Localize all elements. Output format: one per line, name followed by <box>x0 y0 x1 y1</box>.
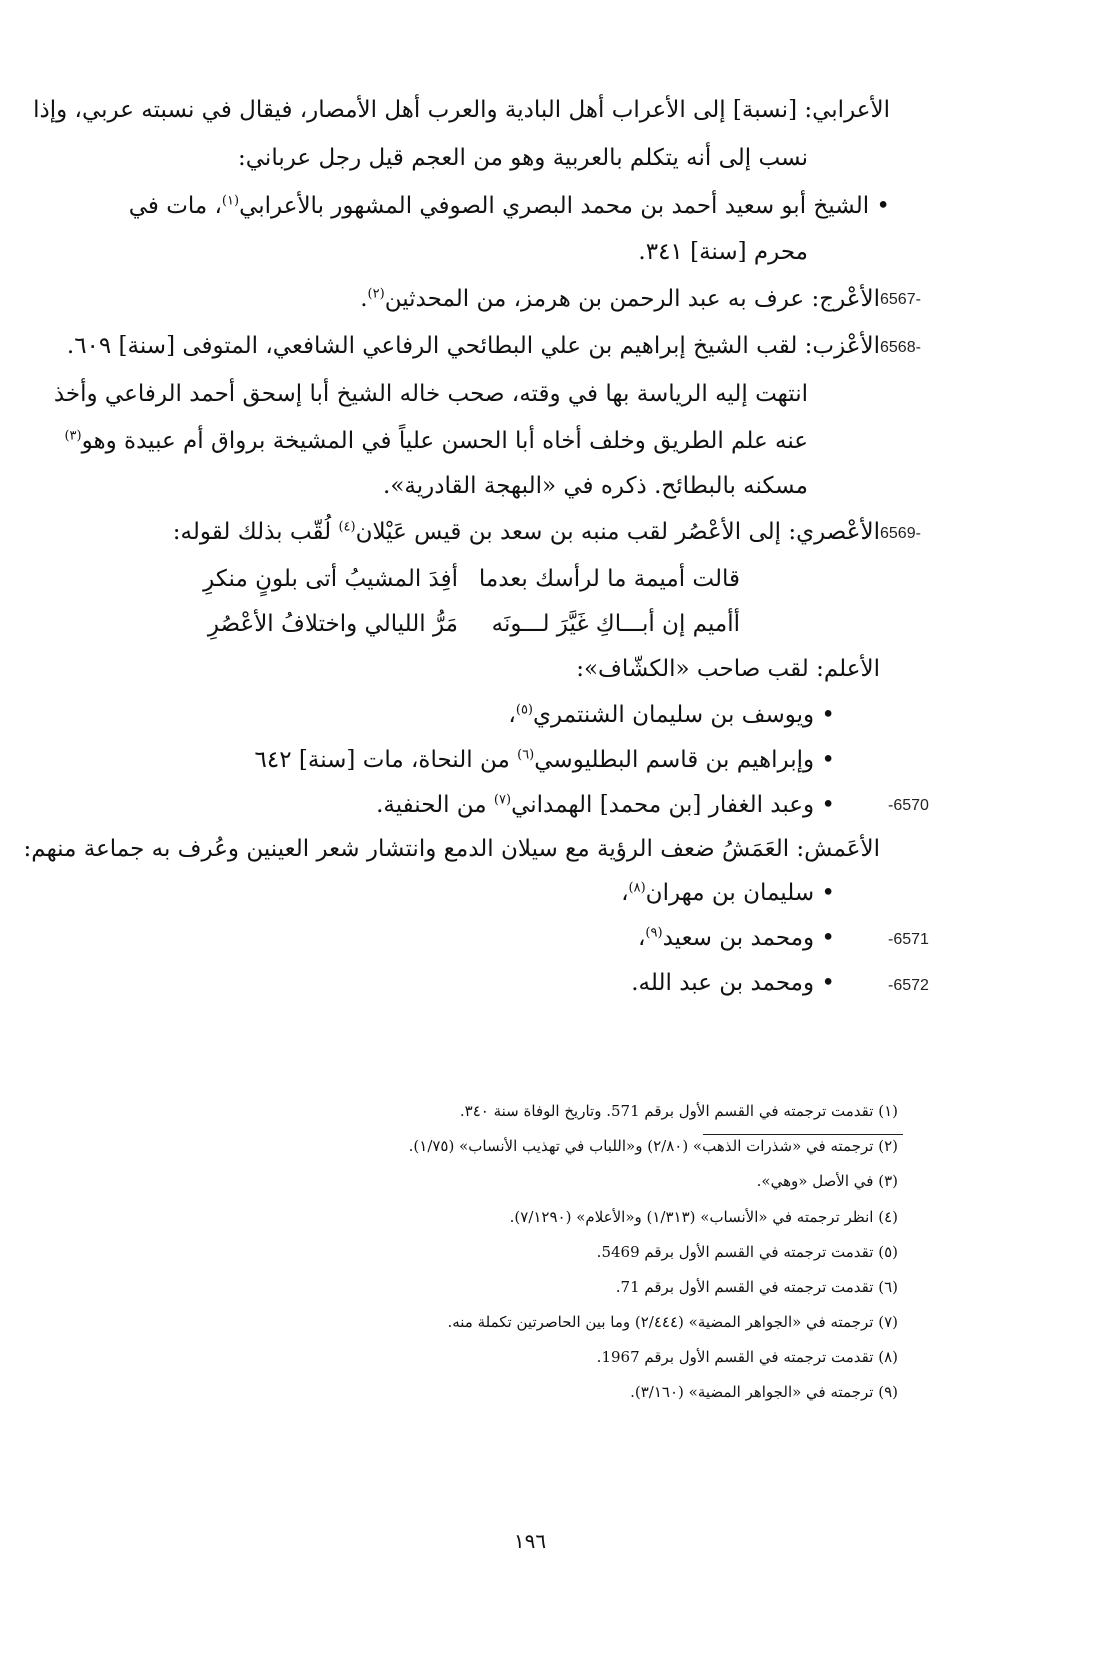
entry-asri <box>173 516 880 548</box>
footnote-2: (٢) ترجمته في «شذرات الذهب» (٢/٨٠) و«اللباب في تهذيب الأنساب» (١/٧٥). <box>408 1137 898 1155</box>
footnote-1: (١) تقدمت ترجمته في القسم الأول برقم 571. وتاريخ الوفاة سنة ٣٤٠. <box>459 1102 898 1120</box>
entry-alam-bullet-1 <box>508 699 835 731</box>
entry-text: انتهت إليه الرياسة بها في وقته، صحب خاله الشيخ أبا إسحق أحمد الرفاعي وأخذ <box>53 381 808 407</box>
bullet-text: • ومحمد بن سعيد <box>662 925 835 951</box>
verse-text: أأميم إن أبـــاكِ غَيَّرَ لـــونَه <box>491 611 740 637</box>
footnote-ref: (٨) <box>628 880 646 896</box>
entry-number: -6571 <box>888 931 929 948</box>
entry-text: الأعْرج: عرف به عبد الرحمن بن هرمز، من المحدثين <box>384 286 880 312</box>
footnote-5: (٥) تقدمت ترجمته في القسم الأول برقم 5469. <box>596 1243 898 1261</box>
entry-number: -6570 <box>888 797 929 814</box>
entry-arabi-text-2: نسب إلى أنه يتكلم بالعربية وهو من العجم قيل رجل عرباني: <box>238 145 808 171</box>
entry-alam-bullet-2 <box>255 744 835 776</box>
entry-text: الأعْزب: لقب الشيخ إبراهيم بن علي البطائحي الرفاعي الشافعي، المتوفى [سنة] ٦٠٩. <box>66 333 880 359</box>
entry-text: الأعَمش: العَمَشُ ضعف الرؤية مع سيلان الدمع وانتشار شعر العينين وعُرف به جماعة منهم: <box>23 836 880 862</box>
footnote-ref: (٧) <box>493 792 512 808</box>
entry-azab-line-4 <box>383 470 808 502</box>
entry-arabi-bullet-line-2 <box>638 236 808 268</box>
footnote-8: (٨) تقدمت ترجمته في القسم الأول برقم 1967. <box>596 1348 898 1366</box>
entry-text: مسكنه بالبطائح. ذكره في «البهجة القادرية». <box>383 473 808 499</box>
entry-text-end: . <box>360 286 368 312</box>
footnote-ref: (٤) <box>338 519 356 535</box>
bullet-text: • سليمان بن مهران <box>645 880 835 906</box>
entry-alam <box>576 653 880 685</box>
footnote-9: (٩) ترجمته في «الجواهر المضية» (٣/١٦٠). <box>630 1383 898 1401</box>
entry-arabi-line-1 <box>33 94 890 126</box>
entry-arabi-text-1: الأعرابي: [نسبة] إلى الأعراب أهل البادية والعرب أهل الأمصار، فيقال في نسبته عربي، وإذا <box>33 97 890 123</box>
entry-number: -6572 <box>888 977 929 994</box>
entry-amash-bullet-3 <box>631 967 835 999</box>
verse-text: قالت أميمة ما لرأسك بعدما <box>478 566 740 592</box>
entry-azab-line-2 <box>54 378 808 410</box>
verse-2-first-hemistich <box>492 608 740 640</box>
entry-azab-line-1 <box>67 330 880 362</box>
bullet-text: • ويوسف بن سليمان الشنتمري <box>533 702 835 728</box>
bullet-text-end: ، <box>637 925 646 951</box>
bullet-text-end: ، <box>621 880 629 906</box>
entry-araj <box>360 283 880 315</box>
footnote-7: (٧) ترجمته في «الجواهر المضية» (٢/٤٤٤) وما بين الحاصرتين تكملة منه. <box>447 1313 898 1331</box>
bullet-text: • وإبراهيم بن قاسم البطليوسي <box>534 747 835 773</box>
entry-text: عنه علم الطريق وخلف أخاه أبا الحسن علياً في المشيخة برواق أم عبيدة وهو <box>81 428 808 454</box>
bullet-text-end: من الحنفية. <box>376 792 494 818</box>
bullet-text: • وعبد الغفار [بن محمد] الهمداني <box>511 792 835 818</box>
entry-azab-line-3 <box>64 425 808 457</box>
entry-arabi-line-2 <box>238 142 808 174</box>
entry-amash-bullet-1 <box>621 877 835 909</box>
footnote-ref: (٩) <box>645 925 663 941</box>
footnote-ref: (٣) <box>64 428 82 444</box>
entry-number: 6567- <box>880 291 921 308</box>
footnote-3: (٣) في الأصل «وهي». <box>756 1172 898 1190</box>
footnote-4: (٤) انظر ترجمته في «الأنساب» (١/٣١٣) و«الأعلام» (٧/١٢٩٠). <box>509 1208 898 1226</box>
entry-text: الأعْصري: إلى الأعْصُر لقب منبه بن سعد بن قيس عَيْلان <box>355 519 880 545</box>
bullet-text-end: من النحاة، مات [سنة] ٦٤٢ <box>254 747 518 773</box>
footnote-6: (٦) تقدمت ترجمته في القسم الأول برقم 71. <box>615 1278 898 1296</box>
verse-1-second-hemistich <box>203 563 458 595</box>
footnote-ref: (١) <box>221 193 240 209</box>
entry-alam-bullet-3 <box>376 789 835 821</box>
entry-amash-bullet-2 <box>638 922 835 954</box>
verse-2-second-hemistich <box>208 608 458 640</box>
bullet-text-end: ، <box>508 702 516 728</box>
entry-amash <box>24 833 880 865</box>
page-number: ١٩٦ <box>513 1529 547 1553</box>
verse-text: مَرُّ الليالي واختلافُ الأعْصُرِ <box>207 611 458 637</box>
verse-text: أفِدَ المشيبُ أتى بلونٍ منكرِ <box>203 566 458 592</box>
footnote-ref: (٦) <box>517 747 535 763</box>
entry-text: الأعلم: لقب صاحب «الكشّاف»: <box>576 656 880 682</box>
bullet-text: • ومحمد بن عبد الله. <box>631 970 835 996</box>
footnote-ref: (٥) <box>515 702 533 718</box>
bullet-text: محرم [سنة] ٣٤١. <box>638 239 808 265</box>
footnote-ref: (٢) <box>367 286 385 302</box>
entry-number: 6568- <box>880 339 921 356</box>
bullet-text: • الشيخ أبو سعيد أحمد بن محمد البصري الصوفي المشهور بالأعرابي <box>239 193 890 219</box>
entry-text-end: لُقّب بذلك لقوله: <box>172 519 339 545</box>
entry-number: 6569- <box>880 525 921 542</box>
verse-1-first-hemistich <box>479 563 740 595</box>
entry-arabi-bullet-line-1 <box>129 190 890 222</box>
bullet-text-end: ، مات في <box>128 193 222 219</box>
